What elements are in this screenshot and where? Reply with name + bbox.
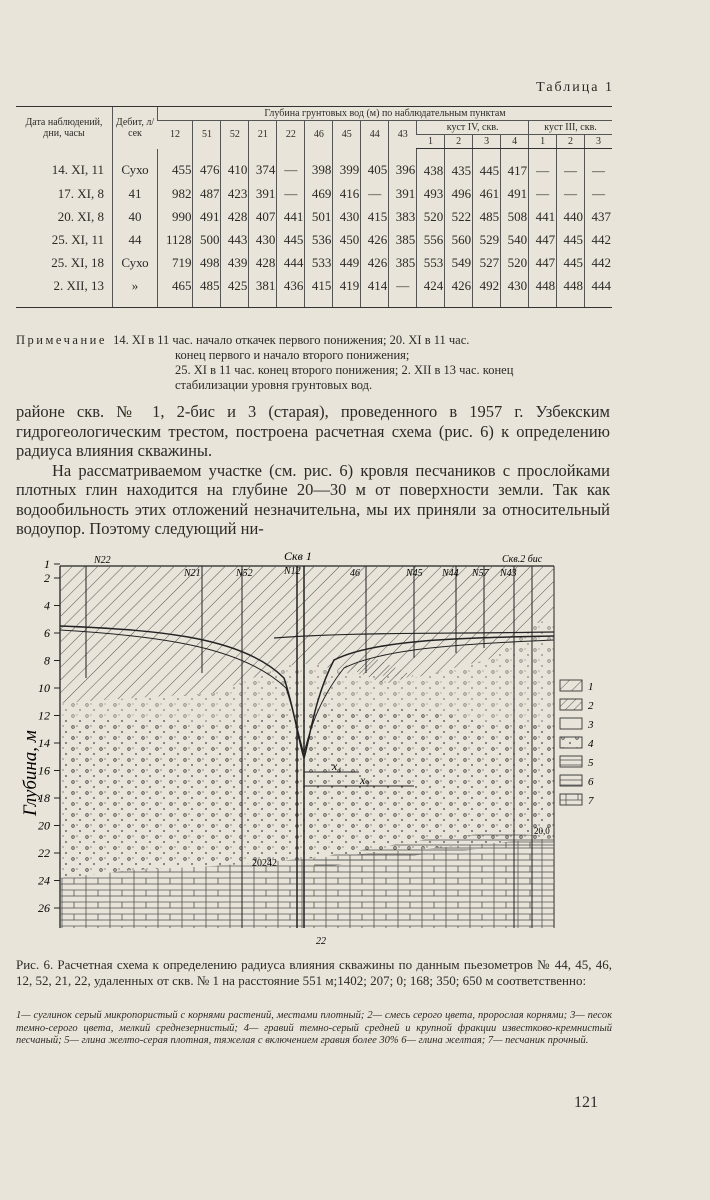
- header-bush-num: 3: [473, 135, 501, 149]
- cell-value: 498: [193, 251, 221, 274]
- cell-value: 520: [501, 251, 529, 274]
- cell-value: 436: [277, 274, 305, 308]
- cell-value: 385: [389, 228, 417, 251]
- cell-value: 493: [417, 182, 445, 205]
- well-label: N52: [236, 568, 253, 579]
- cell-value: 549: [445, 251, 473, 274]
- cell-value: 982: [158, 182, 193, 205]
- cell-value: 426: [361, 228, 389, 251]
- cell-value: 449: [333, 251, 361, 274]
- cell-value: 426: [445, 274, 473, 308]
- depth-tick-label: 22: [38, 846, 50, 860]
- cell-value: 1128: [158, 228, 193, 251]
- note-line: 14. XI в 11 час. начало откачек первого понижения; 20. XI в 11 час.: [113, 333, 470, 347]
- cell-value: 425: [221, 274, 249, 308]
- depth-tick-label: 12: [38, 708, 50, 723]
- cell-value: 500: [193, 228, 221, 251]
- cell-value: 430: [333, 205, 361, 228]
- cell-value: 438: [417, 149, 445, 183]
- depth-tick-label: 14: [38, 736, 50, 750]
- depth-tick-label: 2: [44, 571, 50, 585]
- cell-value: —: [557, 182, 585, 205]
- cell-date: 2. XII, 13: [16, 274, 113, 308]
- paragraph: На рассматриваемом участке (см. рис. 6) кровля песчаников с прослойками плотных глин находится на глубине 20—30 м от поверхности земли. Так как водообильность этих отложений незначительна, мы их приняли за относительный водоупор. Поэтому следующий ни-: [16, 460, 610, 538]
- depth-tick-label: 24: [38, 873, 50, 888]
- header-depth: Глубина грунтовых вод (м) по наблюдательным пунктам: [158, 107, 613, 121]
- cell-value: —: [277, 149, 305, 183]
- cell-value: 529: [473, 228, 501, 251]
- header-point: 51: [193, 121, 221, 149]
- page-number: 121: [574, 1094, 598, 1111]
- cell-date: 20. XI, 8: [57, 208, 104, 224]
- y-axis-label: Глубина, м: [20, 730, 41, 816]
- cell-value: 719: [158, 251, 193, 274]
- legend-label: 2: [588, 700, 594, 712]
- cell-value: 430: [501, 274, 529, 308]
- header-point: 52: [221, 121, 249, 149]
- cell-value: —: [361, 182, 389, 205]
- header-point: 21: [249, 121, 277, 149]
- table-caption: Таблица 1: [536, 80, 614, 95]
- cell-value: —: [389, 274, 417, 308]
- cell-value: 419: [333, 274, 361, 308]
- cell-value: 407: [249, 205, 277, 228]
- cell-value: 405: [361, 149, 389, 183]
- well-label: N12: [284, 566, 301, 577]
- legend-swatch: [560, 718, 582, 729]
- cell-value: 520: [417, 205, 445, 228]
- cell-value: 445: [473, 149, 501, 183]
- note-line: стабилизации уровня грунтовых вод.: [175, 378, 373, 392]
- cell-value: 440: [557, 205, 585, 228]
- cell-value: 501: [305, 205, 333, 228]
- cell-debit: »: [113, 274, 158, 308]
- cell-value: 423: [221, 182, 249, 205]
- body-text: [16, 402, 610, 539]
- paragraph: районе скв. № 1, 2-бис и 3 (старая), проведенного в 1957 г. Узбекским гидрогеологическим трестом, построена расчетная схема (рис. 6) к определению радиуса влияния скважины.: [16, 402, 610, 460]
- cell-date: 17. XI, 8: [57, 185, 104, 201]
- cell-value: 415: [361, 205, 389, 228]
- header-date: Дата наблюдений, дни, часы: [16, 107, 113, 149]
- well-label: N57: [472, 568, 489, 579]
- cell-value: 485: [193, 274, 221, 308]
- header-point: 22: [277, 121, 305, 149]
- cell-value: 508: [501, 205, 529, 228]
- cell-debit: 40: [113, 205, 158, 228]
- cell-value: 491: [193, 205, 221, 228]
- cell-value: 461: [473, 182, 501, 205]
- cell-value: 444: [277, 251, 305, 274]
- cell-value: 414: [361, 274, 389, 308]
- geologic-section-figure: [14, 548, 610, 948]
- cell-value: 417: [501, 149, 529, 183]
- legend-label: 6: [588, 776, 594, 788]
- cell-debit: 44: [113, 228, 158, 251]
- skv1-label: Скв 1: [284, 549, 312, 563]
- table-row: [16, 228, 612, 251]
- cell-value: 448: [557, 274, 585, 308]
- cell-value: —: [529, 182, 557, 205]
- depth-tick-label: 4: [44, 598, 50, 613]
- legend-swatch: [560, 775, 582, 786]
- cell-value: 428: [249, 251, 277, 274]
- legend-label: 4: [588, 738, 594, 750]
- well-label: N43: [500, 568, 517, 579]
- cell-value: 424: [417, 274, 445, 308]
- cell-value: 439: [221, 251, 249, 274]
- depth-tick-label: 20: [38, 818, 50, 833]
- cell-value: 455: [158, 149, 193, 183]
- cell-value: 536: [305, 228, 333, 251]
- cell-value: 990: [158, 205, 193, 228]
- cell-value: 416: [333, 182, 361, 205]
- cell-value: 540: [501, 228, 529, 251]
- cell-value: 410: [221, 149, 249, 183]
- cell-value: 447: [529, 251, 557, 274]
- legend-swatch: [560, 680, 582, 691]
- cell-value: 556: [417, 228, 445, 251]
- figure-legend: [560, 680, 594, 807]
- cell-value: 469: [305, 182, 333, 205]
- legend-label: 1: [588, 681, 594, 693]
- well-label: N44: [442, 568, 459, 579]
- depth-tick-label: 1: [44, 557, 50, 571]
- cell-value: 441: [277, 205, 305, 228]
- cell-value: 399: [333, 149, 361, 183]
- table-row: [16, 205, 612, 228]
- cell-debit: Сухо: [113, 149, 158, 183]
- cell-value: 426: [361, 251, 389, 274]
- cell-value: 442: [585, 251, 612, 274]
- table-row: [16, 149, 612, 183]
- cell-value: 374: [249, 149, 277, 183]
- depth-tick-label: 8: [44, 653, 50, 668]
- cell-value: 442: [585, 228, 612, 251]
- cell-value: 450: [333, 228, 361, 251]
- cell-value: 398: [305, 149, 333, 183]
- header-bush-num: 2: [445, 135, 473, 149]
- note-label: Примечание: [16, 333, 107, 347]
- cell-value: 437: [585, 205, 612, 228]
- cell-value: 487: [193, 182, 221, 205]
- depth-tick-label: 10: [38, 681, 50, 695]
- mark-20242: 20242: [252, 858, 277, 869]
- cell-value: —: [277, 182, 305, 205]
- depth-tick-label: 26: [38, 901, 50, 915]
- depth-tick-label: 16: [38, 763, 50, 778]
- header-point: 46: [305, 121, 333, 149]
- table-row: [16, 274, 612, 308]
- cell-value: 560: [445, 228, 473, 251]
- groundwater-table: [16, 106, 612, 308]
- x1-label: x₁: [332, 759, 342, 773]
- depth-tick-label: 18: [38, 791, 50, 805]
- cell-date: 25. XI, 18: [51, 254, 104, 270]
- cell-value: 443: [221, 228, 249, 251]
- header-bush-num: 2: [557, 135, 585, 149]
- cell-value: 533: [305, 251, 333, 274]
- header-bush-num: 4: [501, 135, 529, 149]
- cell-value: 447: [529, 228, 557, 251]
- cell-value: 522: [445, 205, 473, 228]
- cell-value: 430: [249, 228, 277, 251]
- header-point: 12: [158, 121, 193, 149]
- well-label: N21: [184, 568, 201, 579]
- cell-value: 391: [389, 182, 417, 205]
- depth-tick-label: 6: [44, 626, 50, 640]
- legend-swatch: [560, 699, 582, 710]
- figure-caption: Рис. 6. Расчетная схема к определению радиуса влияния скважины по данным пьезометров № 44, 45, 46, 12, 52, 21, 22, удаленных от скв. № 1 на расстояние 551 м;1402; 207; 0; 168; 350; 650 м соответственно:: [16, 957, 612, 988]
- cell-value: —: [585, 182, 612, 205]
- cell-value: 491: [501, 182, 529, 205]
- table-row: [16, 251, 612, 274]
- header-point: 43: [389, 121, 417, 149]
- well-label: N22: [94, 555, 111, 566]
- cell-debit: 41: [113, 182, 158, 205]
- note-line: конец первого и начало второго понижения;: [175, 348, 410, 362]
- cell-value: 435: [445, 149, 473, 183]
- table-row: [16, 182, 612, 205]
- header-point: 44: [361, 121, 389, 149]
- legend-swatch: [560, 737, 582, 748]
- header-debit: Дебит, л/сек: [113, 107, 158, 149]
- header-bush-num: 1: [529, 135, 557, 149]
- well-label: 46: [350, 568, 360, 579]
- cell-date: 25. XI, 11: [51, 231, 104, 247]
- legend-swatch: [560, 794, 582, 805]
- cell-value: —: [585, 149, 612, 183]
- mark-200: 20,0: [534, 826, 550, 836]
- cell-date: 14. XI, 11: [51, 162, 104, 178]
- cell-value: 383: [389, 205, 417, 228]
- cell-value: 445: [277, 228, 305, 251]
- cell-value: 476: [193, 149, 221, 183]
- cell-value: 465: [158, 274, 193, 308]
- x2-label: x₂: [360, 773, 370, 787]
- cell-value: 444: [585, 274, 612, 308]
- header-bush-num: 3: [585, 135, 612, 149]
- table-note: [16, 333, 612, 393]
- cell-value: 415: [305, 274, 333, 308]
- legend-swatch: [560, 756, 582, 767]
- header-bush-3: куст III, скв.: [529, 121, 612, 135]
- cell-value: 553: [417, 251, 445, 274]
- cell-value: 448: [529, 274, 557, 308]
- header-point: 45: [333, 121, 361, 149]
- cell-value: —: [557, 149, 585, 183]
- cell-value: 391: [249, 182, 277, 205]
- cell-value: 527: [473, 251, 501, 274]
- legend-label: 3: [588, 719, 594, 731]
- cell-value: 485: [473, 205, 501, 228]
- header-bush-4: куст IV, скв.: [417, 121, 529, 135]
- legend-label: 7: [588, 795, 594, 807]
- header-bush-num: 1: [417, 135, 445, 149]
- legend-label: 5: [588, 757, 594, 769]
- cell-value: —: [529, 149, 557, 183]
- depth-ticks: [38, 557, 60, 915]
- cell-value: 385: [389, 251, 417, 274]
- cell-debit: Сухо: [113, 251, 158, 274]
- well-label: N45: [406, 568, 423, 579]
- cell-value: 445: [557, 228, 585, 251]
- cell-value: 496: [445, 182, 473, 205]
- legend-text: 1— суглинок серый микропористый с корнями растений, местами плотный; 2— смесь серого цвета, пророслая корнями; 3— песок темно-серого цвета, мелкий среднезернистый; 4— гравий темно-серый средней и крупной фракции известково-кремнистый песчаный; 5— глина желто-серая плотная, тяжелая с включением гравия более 30% 6— глина желтая; 7— песчаник прочный.: [16, 1010, 612, 1046]
- skv2-label: Скв.2 бис: [502, 554, 543, 565]
- note-line: 25. XI в 11 час. конец второго понижения; 2. XII в 13 час. конец: [175, 363, 514, 377]
- cell-value: 445: [557, 251, 585, 274]
- mark-22: 22: [316, 936, 326, 947]
- cell-value: 441: [529, 205, 557, 228]
- cell-value: 428: [221, 205, 249, 228]
- cell-value: 492: [473, 274, 501, 308]
- table-body: [16, 149, 612, 308]
- cell-value: 381: [249, 274, 277, 308]
- cell-value: 396: [389, 149, 417, 183]
